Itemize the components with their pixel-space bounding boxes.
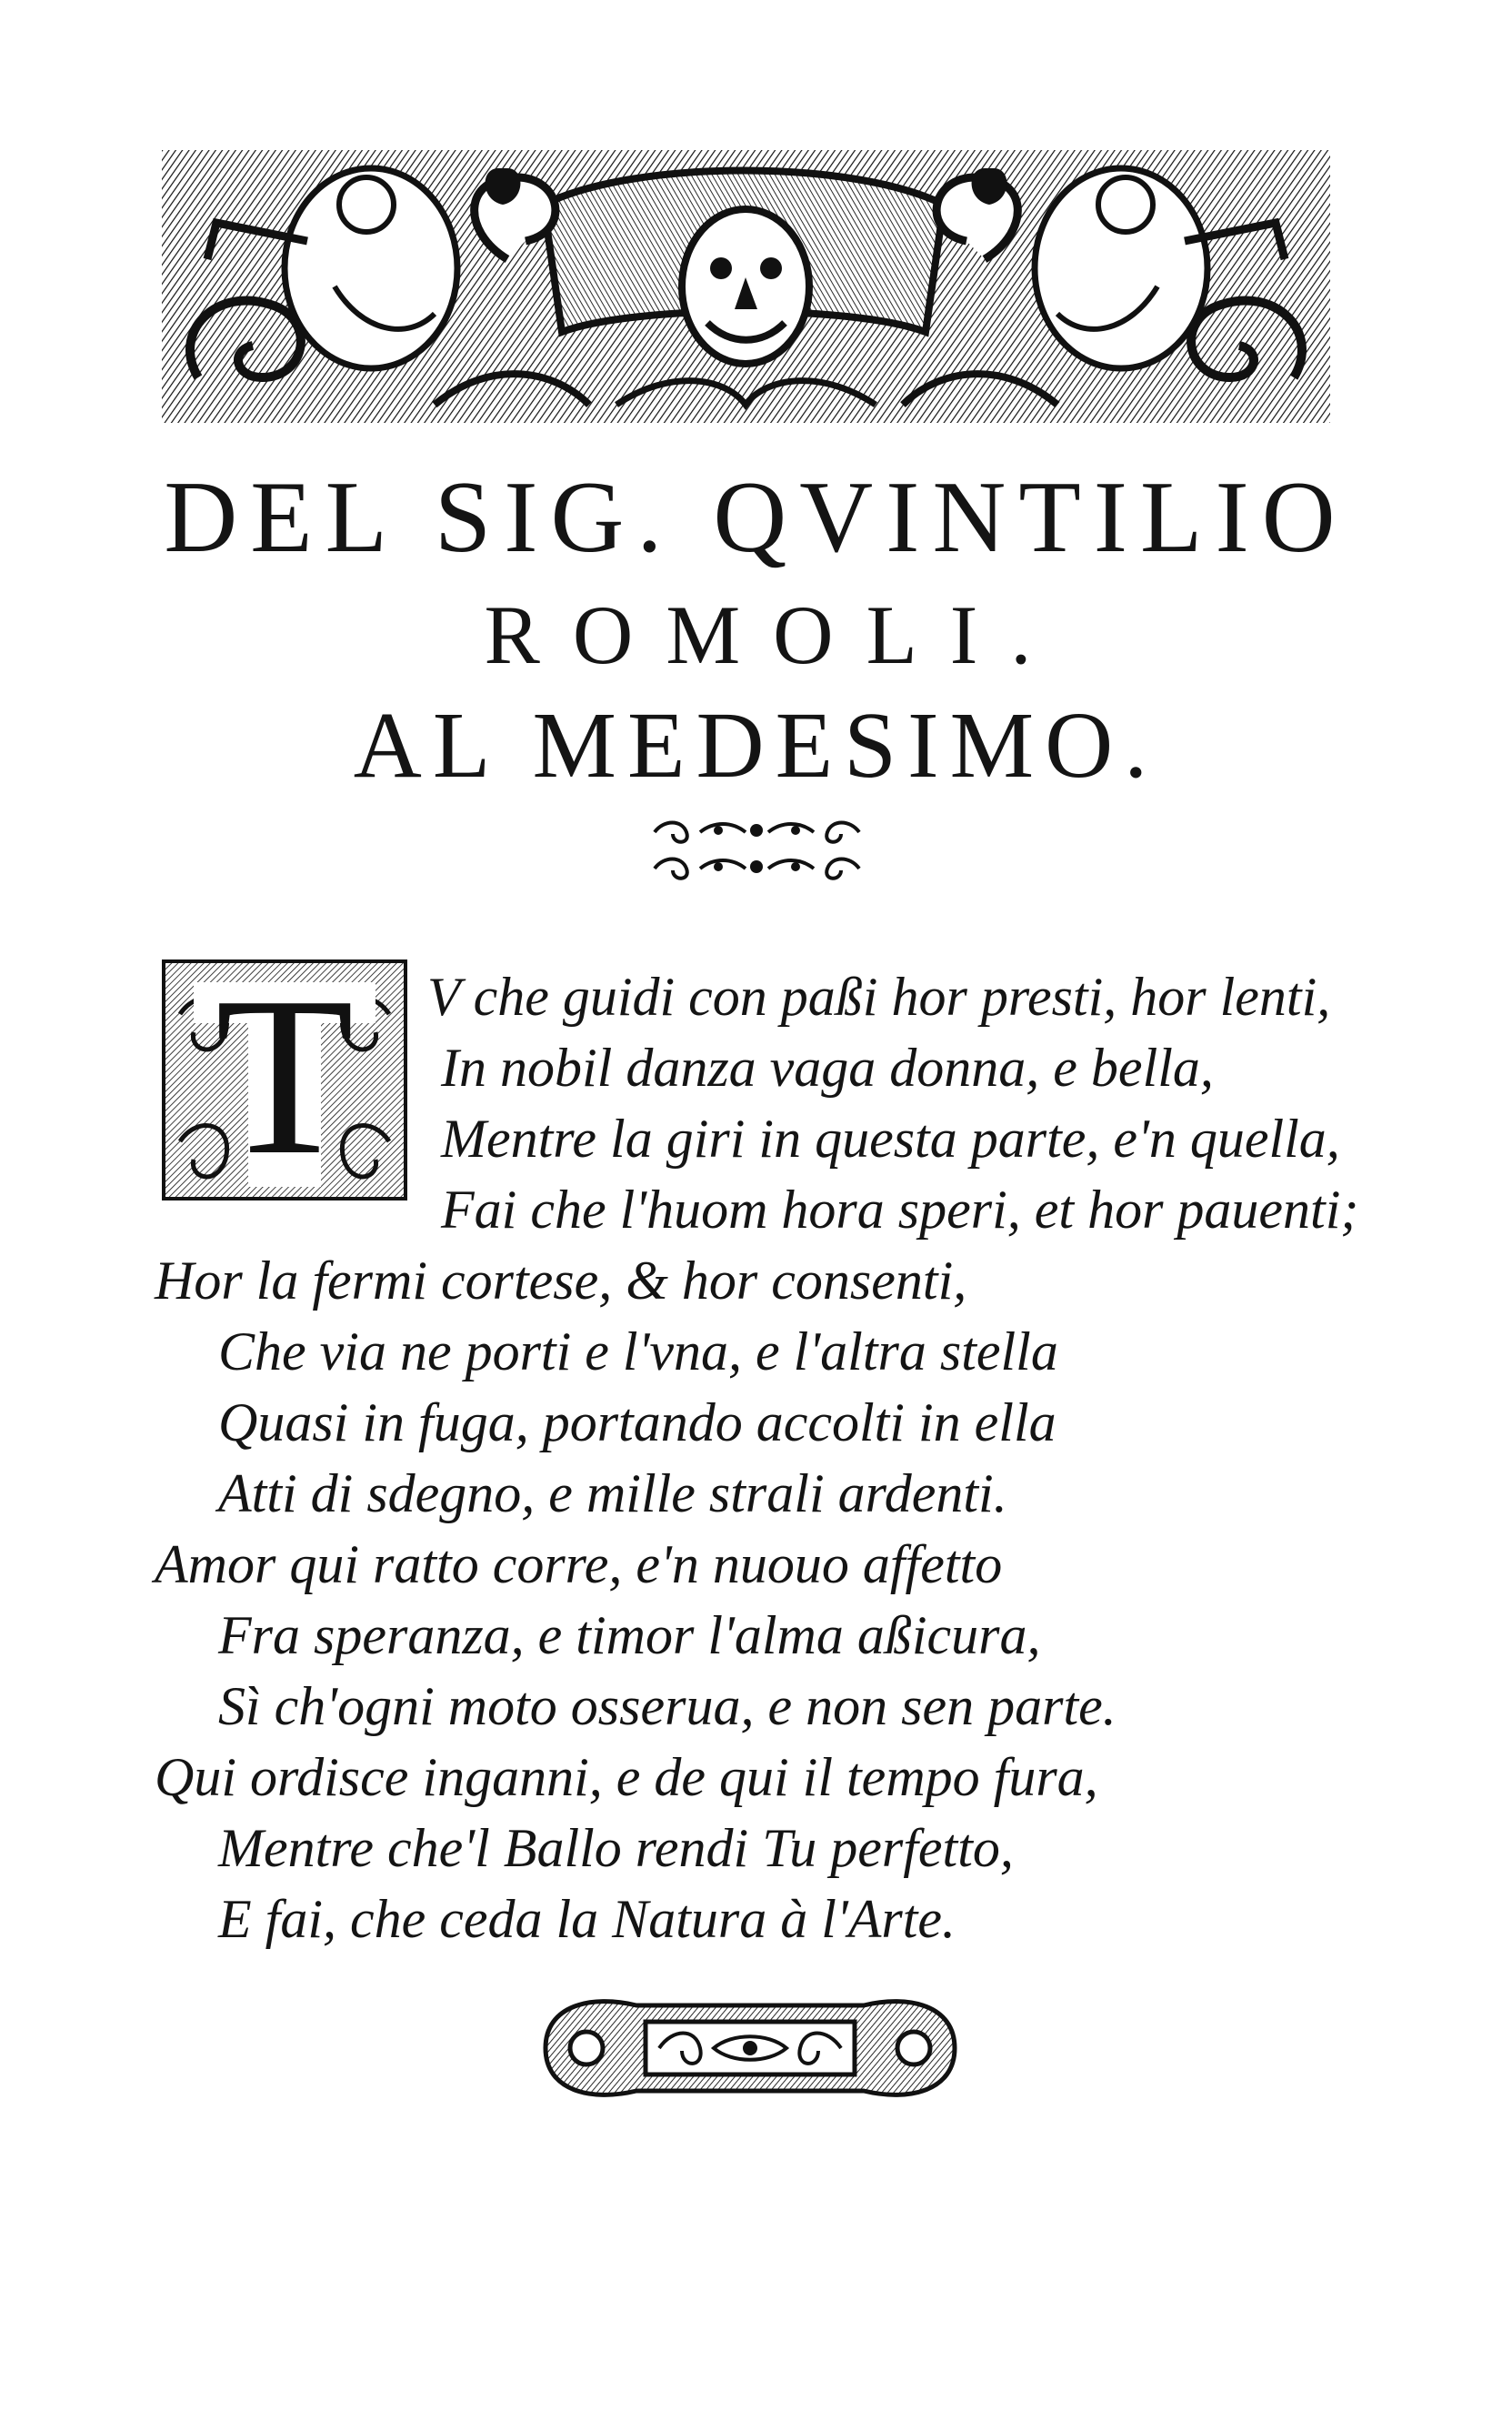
- decorated-initial: [162, 950, 407, 1202]
- verse-line: Che via ne porti e l'vna, e l'altra stella: [218, 1321, 1058, 1381]
- title-dedication-line: AL MEDESIMO.: [353, 693, 1159, 798]
- verse-line: Atti di sdegno, e mille strali ardenti.: [218, 1463, 1007, 1523]
- verse-line: Hor la fermi cortese, & hor consenti,: [155, 1251, 967, 1311]
- verse-line: Fra speranza, e timor l'alma aßicura,: [218, 1605, 1041, 1665]
- tailpiece-icon: [536, 1987, 964, 2110]
- verse-line: Amor qui ratto corre, e'n nuouo affetto: [155, 1534, 1003, 1594]
- verse-line: E fai, che ceda la Natura à l'Arte.: [218, 1889, 956, 1949]
- title-surname-line: ROMOLI.: [484, 588, 1065, 681]
- verse-line: Sì ch'ogni moto osserua, e non sen parte.: [218, 1676, 1116, 1736]
- verse-line: In nobil danza vaga donna, e bella,: [441, 1038, 1214, 1098]
- fleuron-icon: [646, 812, 868, 885]
- initial-letter: T: [215, 950, 355, 1202]
- verse-line: V che guidi con paßi hor presti, hor lenti,: [427, 967, 1331, 1027]
- verse-line: Mentre che'l Ballo rendi Tu perfetto,: [218, 1818, 1014, 1878]
- verse-line: Fai che l'huom hora speri, et hor pauenti;: [441, 1180, 1359, 1240]
- woodcut-headpiece-icon: [162, 150, 1330, 423]
- verse-line: Qui ordisce inganni, e de qui il tempo fura,: [155, 1747, 1098, 1807]
- title-author-line: DEL SIG. QVINTILIO: [164, 461, 1348, 574]
- verse-line: Mentre la giri in questa parte, e'n quella,: [441, 1109, 1340, 1169]
- verse-line: Quasi in fuga, portando accolti in ella: [218, 1392, 1056, 1452]
